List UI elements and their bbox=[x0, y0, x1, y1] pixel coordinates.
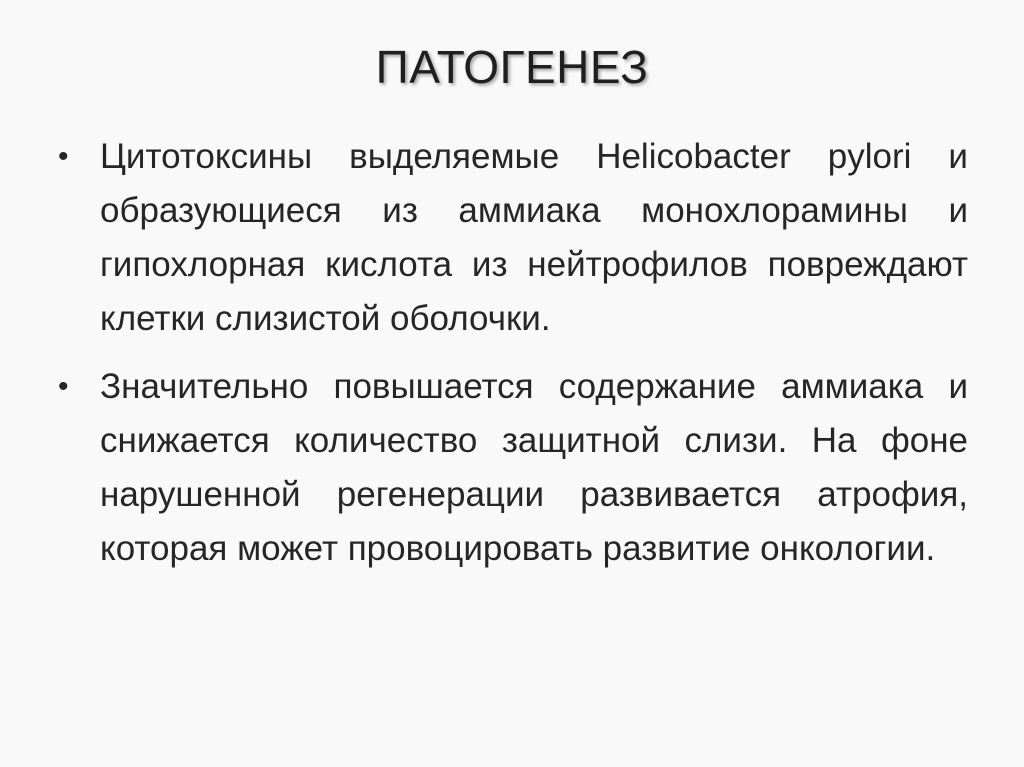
bullet-item-ammonia bbox=[58, 360, 968, 576]
bullet-text: Цитотоксины выделяемые Helicobacter pylori и образующиеся из аммиака монохлорамины и гипохлорная кислота из нейтрофилов повреждают клетки слизистой оболочки. bbox=[100, 137, 968, 338]
bullet-text: Значительно повышается содержание аммиака и снижается количество защитной слизи. На фоне нарушенной регенерации развивается атрофия, которая может провоцировать развитие онкологии. bbox=[100, 367, 968, 568]
bullet-item-cytotoxins bbox=[58, 130, 968, 346]
bullet-marker: • bbox=[58, 370, 69, 403]
bullet-marker: • bbox=[58, 140, 69, 173]
slide-title: ПАТОГЕНЕЗ bbox=[375, 41, 649, 93]
bullet-list bbox=[58, 130, 968, 576]
